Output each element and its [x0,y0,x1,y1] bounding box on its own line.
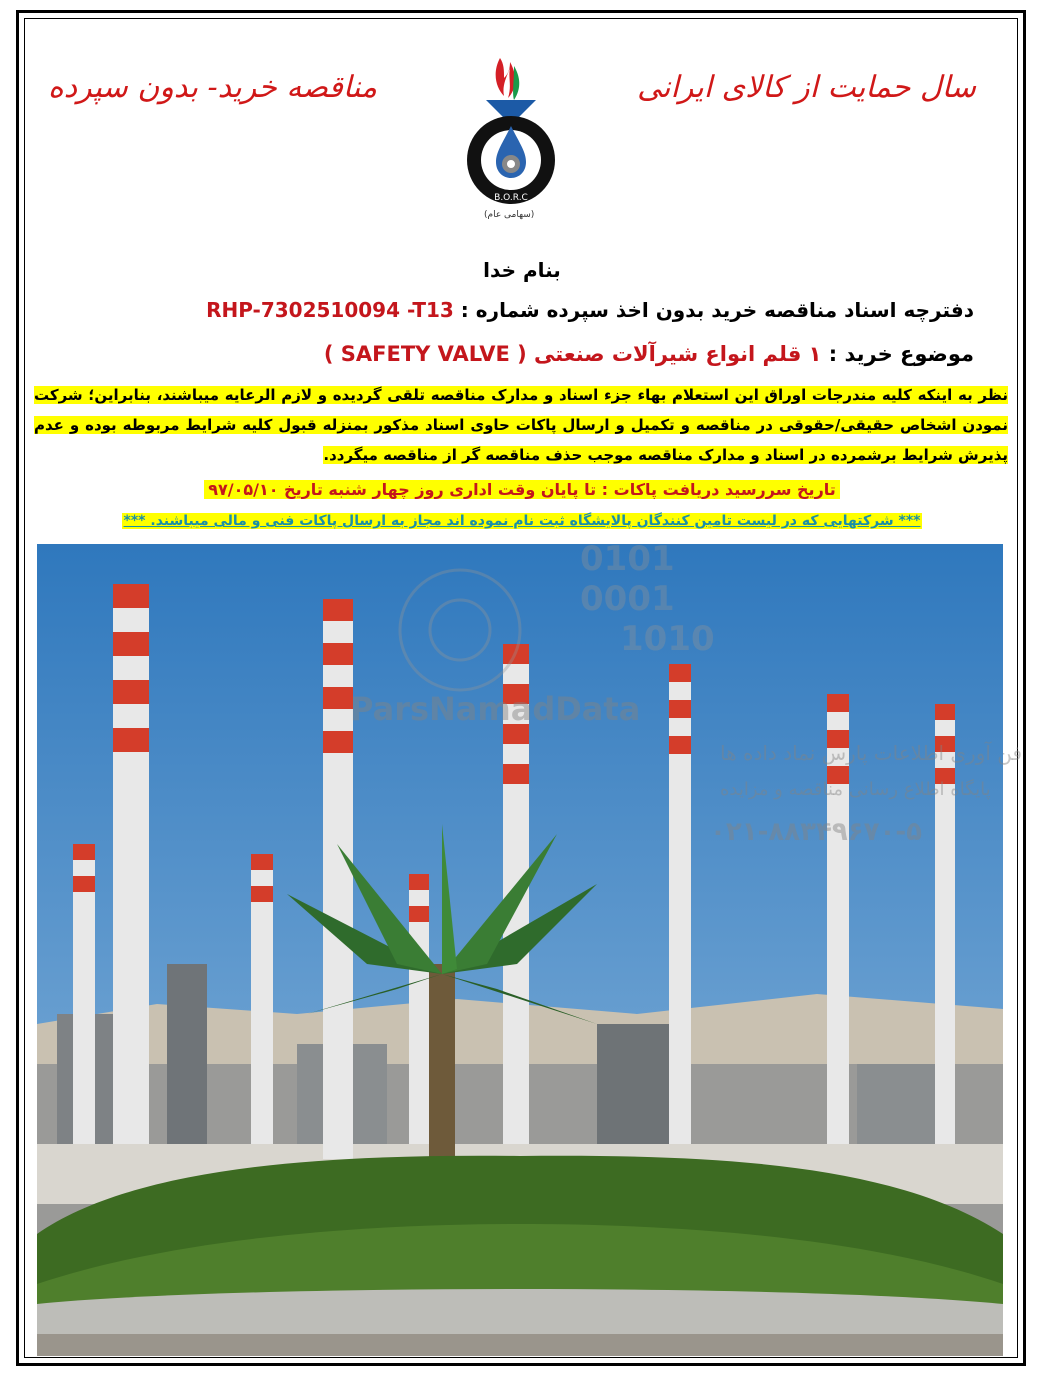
logo-caption: (سهامی عام) [484,210,535,220]
deadline-notice [200,480,844,499]
watermark-line1: فن آوری اطلاعات پارس نماد داده ها [720,741,1023,765]
terms-text: نظر به اینکه کلیه مندرجات اوراق این استعلام بهاء جزء اسناد و مدارک مناقصه تلقی گردیده و لازم الرعایه میباشند، بنابراین؛ شرکت نمودن اشخاص حقیقی/حقوقی در مناقصه و تکمیل و ارسال پاکات حاوی اسناد مذکور بمنزله قبول کلیه شرایط مربوطه بوده و عدم پذیرش شرایط برشمرده در اسناد و مدارک مناقصه موجب حذف مناقصه گر از مناقصه میگردد. [34,386,1008,464]
deadline-text: تاریخ سررسید دریافت پاکات : تا پایان وقت اداری روز چهار شنبه تاریخ ۹۷/۰۵/۱۰ [204,480,840,499]
svg-text:0001: 0001 [580,579,675,619]
company-logo [452,48,570,228]
watermark-phone: ۰۲۱-۸۸۳۴۹۶۷۰-۵ [710,817,923,847]
year-slogan: سال حمایت از کالای ایرانی [637,70,976,105]
tender-type-title: مناقصه خرید- بدون سپرده [48,70,378,105]
document-number: RHP-7302510094 -T13 [206,298,454,322]
document-title [40,298,974,322]
svg-text:1010: 1010 [620,619,715,659]
purchase-subject [40,342,974,366]
watermark-brand: ParsNamadData [350,690,641,728]
invocation: بنام خدا [483,258,561,282]
watermark-line2: پایگاه اطلاع رسانی مناقصه و مزایده [720,779,991,800]
purchase-subject-label: موضوع خرید : [828,342,974,366]
supplier-note-text: *** شرکتهایی که در لیست تامین کنندگان پالایشگاه ثبت نام نموده اند مجاز به ارسال پاکات فنی و مالی میباشند. *** [123,513,921,529]
terms-paragraph [34,380,1008,470]
logo-acronym: B.O.R.C [494,193,528,203]
refinery-photo [37,544,1003,1356]
supplier-note [40,513,1004,529]
purchase-subject-value: ۱ قلم انواع شیرآلات صنعتی ( SAFETY VALVE ) [323,342,822,366]
svg-text:0101: 0101 [580,539,675,579]
document-title-prefix: دفترچه اسناد مناقصه خرید بدون اخذ سپرده شماره : [460,298,974,322]
